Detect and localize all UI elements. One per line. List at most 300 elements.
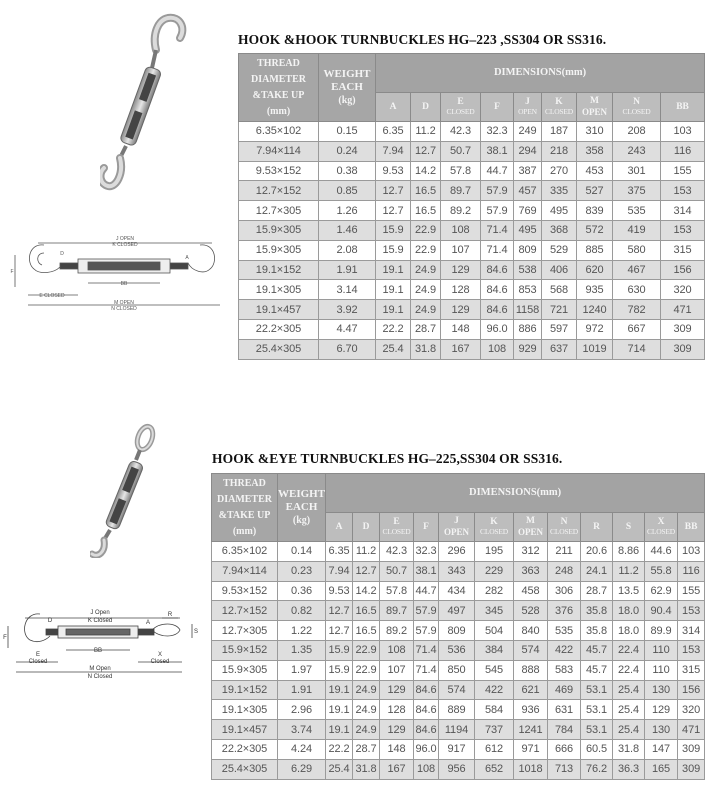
column-letter: N <box>560 517 568 528</box>
label-a: A <box>145 620 151 626</box>
dimension-cell: 422 <box>475 680 514 700</box>
column-header-n <box>548 513 581 542</box>
column-header-j <box>514 93 542 122</box>
dimension-cell: 89.2 <box>441 201 481 221</box>
weight-cell: 1.91 <box>319 260 376 280</box>
label-e: E <box>35 652 41 658</box>
dimension-cell: 28.7 <box>411 319 441 339</box>
dimension-cell: 155 <box>661 161 705 181</box>
dimension-cell: 528 <box>514 601 548 621</box>
weight-cell: 0.23 <box>278 561 326 581</box>
thread-size-cell: 19.1×305 <box>212 700 278 720</box>
dimension-cell: 84.6 <box>481 260 514 280</box>
label-j-open: J Open <box>90 610 110 616</box>
thread-size-cell: 15.9×305 <box>212 660 278 680</box>
dimension-cell: 545 <box>475 660 514 680</box>
column-qualifier: CLOSED <box>545 107 573 117</box>
dimension-cell: 809 <box>439 621 475 641</box>
dimension-cell: 631 <box>548 700 581 720</box>
thread-size-cell: 15.9×152 <box>212 640 278 660</box>
dimension-cell: 31.8 <box>613 739 645 759</box>
dimension-cell: 22.9 <box>411 240 441 260</box>
dimension-cell: 103 <box>661 122 705 142</box>
dimension-cell: 453 <box>577 161 613 181</box>
dimension-cell: 621 <box>514 680 548 700</box>
dimension-cell: 57.8 <box>441 161 481 181</box>
dimension-cell: 11.2 <box>613 561 645 581</box>
dimension-cell: 84.6 <box>414 700 439 720</box>
dimension-cell: 315 <box>661 240 705 260</box>
dimension-cell: 36.3 <box>613 759 645 779</box>
dimension-cell: 572 <box>577 220 613 240</box>
dimension-cell: 936 <box>514 700 548 720</box>
dimension-cell: 187 <box>542 122 577 142</box>
label-x-closed: Closed <box>150 659 170 665</box>
column-header-d <box>411 93 441 122</box>
column-header-m <box>577 93 613 122</box>
table-row <box>212 720 705 740</box>
dimension-cell: 839 <box>577 201 613 221</box>
dimension-cell: 310 <box>577 122 613 142</box>
label-f: F <box>3 635 7 641</box>
table-row <box>239 319 705 339</box>
dimension-cell: 12.7 <box>376 201 411 221</box>
header-line: EACH <box>331 81 363 93</box>
column-header-r <box>581 513 613 542</box>
column-header-bb <box>661 93 705 122</box>
dimension-cell: 16.5 <box>411 201 441 221</box>
label-m-open: M OPEN <box>114 300 134 306</box>
dimension-cell: 129 <box>380 720 414 740</box>
weight-cell: 1.97 <box>278 660 326 680</box>
table-row <box>212 700 705 720</box>
weight-cell: 1.26 <box>319 201 376 221</box>
dimension-cell: 471 <box>678 720 705 740</box>
dimension-cell: 583 <box>548 660 581 680</box>
dimension-cell: 211 <box>548 542 581 562</box>
dimension-cell: 84.6 <box>414 680 439 700</box>
weight-header <box>278 474 326 542</box>
dimension-cell: 529 <box>542 240 577 260</box>
label-r: R <box>167 612 173 618</box>
thread-size-cell: 12.7×152 <box>239 181 319 201</box>
label-m-open: M Open <box>89 666 111 672</box>
weight-cell: 0.14 <box>278 542 326 562</box>
dimension-cell: 306 <box>548 581 581 601</box>
dimension-cell: 129 <box>441 300 481 320</box>
dimension-cell: 850 <box>439 660 475 680</box>
dimension-cell: 71.4 <box>481 240 514 260</box>
dimension-cell: 343 <box>439 561 475 581</box>
dimension-cell: 314 <box>678 621 705 641</box>
dimension-cell: 22.4 <box>613 660 645 680</box>
dimension-cell: 12.7 <box>353 561 380 581</box>
weight-header <box>319 54 376 122</box>
dimension-cell: 597 <box>542 319 577 339</box>
dimension-cell: 11.2 <box>411 122 441 142</box>
dimension-cell: 434 <box>439 581 475 601</box>
dimension-cell: 19.1 <box>326 720 353 740</box>
dimension-cell: 71.4 <box>481 220 514 240</box>
dimension-cell: 57.8 <box>380 581 414 601</box>
hook-hook-dimension-drawing <box>0 225 235 320</box>
column-header-a <box>326 513 353 542</box>
weight-cell: 3.14 <box>319 280 376 300</box>
dimension-cell: 71.4 <box>414 660 439 680</box>
dimension-cell: 129 <box>380 680 414 700</box>
dimension-cell: 38.1 <box>414 561 439 581</box>
dimension-cell: 1158 <box>514 300 542 320</box>
weight-cell: 4.24 <box>278 739 326 759</box>
dimensions-header: DIMENSIONS(mm) <box>326 474 705 513</box>
dimension-cell: 637 <box>542 339 577 359</box>
thread-size-cell: 19.1×152 <box>212 680 278 700</box>
dimension-cell: 282 <box>475 581 514 601</box>
column-header-e <box>441 93 481 122</box>
hook-eye-table-title: HOOK &EYE TURNBUCKLES HG–225,SS304 OR SS316. <box>212 451 563 466</box>
dimension-cell: 208 <box>613 122 661 142</box>
dimension-cell: 314 <box>661 201 705 221</box>
weight-cell: 2.08 <box>319 240 376 260</box>
thread-size-cell: 25.4×305 <box>212 759 278 779</box>
dimension-cell: 24.9 <box>353 700 380 720</box>
dimension-cell: 53.1 <box>581 680 613 700</box>
dimension-cell: 301 <box>613 161 661 181</box>
dimension-cell: 84.6 <box>481 300 514 320</box>
dimension-cell: 935 <box>577 280 613 300</box>
dimension-cell: 620 <box>577 260 613 280</box>
table-row <box>212 640 705 660</box>
weight-cell: 6.70 <box>319 339 376 359</box>
dimension-cell: 14.2 <box>353 581 380 601</box>
header-line: DIAMETER <box>250 73 306 85</box>
table-row <box>212 680 705 700</box>
dimension-cell: 471 <box>661 300 705 320</box>
weight-cell: 3.92 <box>319 300 376 320</box>
dimension-cell: 1240 <box>577 300 613 320</box>
dimension-cell: 116 <box>678 561 705 581</box>
dimension-cell: 335 <box>542 181 577 201</box>
dimension-cell: 19.1 <box>376 260 411 280</box>
dimension-cell: 16.5 <box>353 601 380 621</box>
header-line: EACH <box>285 501 318 513</box>
thread-diameter-header <box>239 54 319 122</box>
dimension-cell: 248 <box>548 561 581 581</box>
table-row <box>239 141 705 161</box>
dimension-cell: 153 <box>678 640 705 660</box>
dimension-cell: 89.7 <box>380 601 414 621</box>
header-line: &TAKE UP <box>218 509 271 521</box>
dimension-cell: 652 <box>475 759 514 779</box>
weight-cell: 1.35 <box>278 640 326 660</box>
dimension-cell: 153 <box>661 181 705 201</box>
dimension-cell: 96.0 <box>481 319 514 339</box>
dimension-cell: 917 <box>439 739 475 759</box>
dimension-cell: 9.53 <box>326 581 353 601</box>
dimension-cell: 38.1 <box>481 141 514 161</box>
table-row <box>239 201 705 221</box>
dimension-cell: 108 <box>441 220 481 240</box>
column-qualifier: CLOSED <box>382 527 411 537</box>
dimension-cell: 853 <box>514 280 542 300</box>
dimension-cell: 31.8 <box>411 339 441 359</box>
dimension-cell: 612 <box>475 739 514 759</box>
weight-cell: 0.85 <box>319 181 376 201</box>
dimension-cell: 309 <box>678 739 705 759</box>
dimension-cell: 24.9 <box>353 720 380 740</box>
dimension-cell: 45.7 <box>581 660 613 680</box>
dimension-cell: 784 <box>548 720 581 740</box>
dimension-cell: 6.35 <box>376 122 411 142</box>
column-letter: F <box>423 521 429 532</box>
column-letter: M <box>590 96 599 107</box>
column-letter: BB <box>684 521 698 532</box>
label-d: D <box>60 251 64 257</box>
dimension-cell: 15.9 <box>326 660 353 680</box>
dimension-cell: 1019 <box>577 339 613 359</box>
top-hook-icon <box>155 18 183 50</box>
dimension-cell: 50.7 <box>441 141 481 161</box>
dimension-cell: 110 <box>645 640 678 660</box>
dimension-cell: 294 <box>514 141 542 161</box>
dimension-cell: 9.53 <box>376 161 411 181</box>
header-line: (kg) <box>338 95 356 106</box>
weight-cell: 1.22 <box>278 621 326 641</box>
dimension-cell: 11.2 <box>353 542 380 562</box>
bottom-hook-icon <box>101 158 122 186</box>
dimension-cell: 1018 <box>514 759 548 779</box>
dimension-cell: 28.7 <box>581 581 613 601</box>
column-header-f <box>481 93 514 122</box>
dimension-cell: 90.4 <box>645 601 678 621</box>
dimension-cell: 15.9 <box>376 220 411 240</box>
dimension-cell: 384 <box>475 640 514 660</box>
column-letter: BB <box>676 101 689 112</box>
dimension-cell: 667 <box>613 319 661 339</box>
dimension-cell: 108 <box>481 339 514 359</box>
table-row <box>239 300 705 320</box>
table-row <box>239 181 705 201</box>
dimension-cell: 107 <box>380 660 414 680</box>
table-row <box>212 601 705 621</box>
column-letter: K <box>490 517 498 528</box>
hook-hook-table-title: HOOK &HOOK TURNBUCKLES HG–223 ,SS304 OR SS316. <box>238 32 607 47</box>
dimension-cell: 71.4 <box>414 640 439 660</box>
dimension-cell: 584 <box>475 700 514 720</box>
thread-size-cell: 6.35×102 <box>212 542 278 562</box>
column-header-f <box>414 513 439 542</box>
dimension-cell: 495 <box>542 201 577 221</box>
dimension-cell: 368 <box>542 220 577 240</box>
column-qualifier: OPEN <box>518 107 537 117</box>
column-letter: N <box>633 97 640 108</box>
dimensions-header: DIMENSIONS(mm) <box>376 54 705 93</box>
hook-icon <box>92 540 104 555</box>
thread-size-cell: 9.53×152 <box>212 581 278 601</box>
dimension-cell: 25.4 <box>376 339 411 359</box>
table-row <box>239 122 705 142</box>
eye-icon <box>134 424 155 451</box>
dimension-cell: 840 <box>514 621 548 641</box>
dimension-cell: 315 <box>678 660 705 680</box>
column-header-k <box>475 513 514 542</box>
dimension-cell: 22.4 <box>613 640 645 660</box>
dimension-cell: 110 <box>645 660 678 680</box>
table-row <box>239 280 705 300</box>
dimension-cell: 536 <box>439 640 475 660</box>
dimension-cell: 130 <box>645 680 678 700</box>
dimension-cell: 25.4 <box>326 759 353 779</box>
dimension-cell: 375 <box>613 181 661 201</box>
dimension-cell: 309 <box>661 319 705 339</box>
label-bb: BB <box>93 648 103 654</box>
dimension-cell: 57.9 <box>414 621 439 641</box>
column-qualifier: CLOSED <box>647 527 675 537</box>
thread-size-cell: 12.7×305 <box>212 621 278 641</box>
column-letter: X <box>657 517 665 528</box>
column-letter: A <box>335 521 343 532</box>
thread-size-cell: 7.94×114 <box>239 141 319 161</box>
hook-eye-spec-table <box>211 473 705 780</box>
dimension-cell: 16.5 <box>353 621 380 641</box>
dimension-cell: 630 <box>613 280 661 300</box>
column-qualifier: CLOSED <box>446 107 475 117</box>
header-line: &TAKE UP <box>252 89 305 101</box>
dimension-cell: 714 <box>613 339 661 359</box>
table-row <box>212 581 705 601</box>
thread-size-cell: 19.1×457 <box>239 300 319 320</box>
dimension-cell: 129 <box>645 700 678 720</box>
thread-size-cell: 19.1×152 <box>239 260 319 280</box>
hook-eye-dimension-drawing <box>0 600 215 685</box>
table-row <box>239 161 705 181</box>
dimension-cell: 387 <box>514 161 542 181</box>
column-header-d <box>353 513 380 542</box>
thread-size-cell: 22.2×305 <box>239 319 319 339</box>
dimension-cell: 345 <box>475 601 514 621</box>
thread-size-cell: 19.1×305 <box>239 280 319 300</box>
header-line: (mm) <box>232 525 257 537</box>
column-qualifier: CLOSED <box>622 107 651 117</box>
dimension-cell: 24.1 <box>581 561 613 581</box>
column-letter: J <box>454 516 459 527</box>
table-row <box>212 759 705 779</box>
dimension-cell: 320 <box>678 700 705 720</box>
dimension-cell: 769 <box>514 201 542 221</box>
header-line: THREAD <box>223 477 266 489</box>
thread-size-cell: 25.4×305 <box>239 339 319 359</box>
dimension-cell: 89.2 <box>380 621 414 641</box>
header-line: WEIGHT <box>278 488 326 500</box>
dimension-cell: 467 <box>613 260 661 280</box>
label-n-closed: N CLOSED <box>111 306 137 312</box>
dimension-cell: 153 <box>678 601 705 621</box>
dimension-cell: 50.7 <box>380 561 414 581</box>
table-row <box>239 260 705 280</box>
table-row <box>212 621 705 641</box>
dimension-cell: 18.0 <box>613 601 645 621</box>
dimension-cell: 16.5 <box>411 181 441 201</box>
dimension-cell: 312 <box>514 542 548 562</box>
dimension-cell: 108 <box>380 640 414 660</box>
label-s: S <box>193 629 199 635</box>
dimension-cell: 42.3 <box>441 122 481 142</box>
dimension-cell: 22.9 <box>353 640 380 660</box>
weight-cell: 0.36 <box>278 581 326 601</box>
header-line: (kg) <box>292 515 311 526</box>
column-letter: K <box>555 97 563 108</box>
dimension-cell: 57.9 <box>481 181 514 201</box>
dimension-cell: 22.9 <box>411 220 441 240</box>
dimension-cell: 535 <box>613 201 661 221</box>
dimension-cell: 19.1 <box>326 680 353 700</box>
dimension-cell: 249 <box>514 122 542 142</box>
table-row <box>239 339 705 359</box>
dimension-cell: 376 <box>548 601 581 621</box>
dimension-cell: 130 <box>645 720 678 740</box>
dimension-cell: 419 <box>613 220 661 240</box>
column-header-m <box>514 513 548 542</box>
dimension-cell: 886 <box>514 319 542 339</box>
column-letter: A <box>389 101 397 112</box>
table-row <box>212 561 705 581</box>
dimension-cell: 296 <box>439 542 475 562</box>
dimension-cell: 89.9 <box>645 621 678 641</box>
dimension-cell: 35.8 <box>581 601 613 621</box>
dimension-cell: 103 <box>678 542 705 562</box>
dimension-cell: 153 <box>661 220 705 240</box>
dimension-cell: 12.7 <box>376 181 411 201</box>
header-row <box>212 474 705 513</box>
weight-cell: 2.96 <box>278 700 326 720</box>
dimension-cell: 218 <box>542 141 577 161</box>
dimension-cell: 889 <box>439 700 475 720</box>
dimension-cell: 8.86 <box>613 542 645 562</box>
dimension-cell: 270 <box>542 161 577 181</box>
dimension-cell: 309 <box>661 339 705 359</box>
header-row <box>239 54 705 93</box>
dimension-cell: 956 <box>439 759 475 779</box>
column-qualifier: OPEN <box>443 527 469 538</box>
label-d: D <box>47 618 53 624</box>
header-line: THREAD <box>257 57 300 69</box>
label-k-closed: K Closed <box>87 618 113 624</box>
dimension-cell: 12.7 <box>326 621 353 641</box>
dimension-cell: 885 <box>577 240 613 260</box>
dimension-cell: 147 <box>645 739 678 759</box>
dimension-cell: 19.1 <box>376 300 411 320</box>
label-a: A <box>185 255 189 261</box>
dimension-cell: 568 <box>542 280 577 300</box>
dimension-cell: 57.9 <box>414 601 439 621</box>
dimension-cell: 666 <box>548 739 581 759</box>
weight-cell: 1.91 <box>278 680 326 700</box>
dimension-cell: 129 <box>441 260 481 280</box>
dimension-cell: 62.9 <box>645 581 678 601</box>
thread-size-cell: 12.7×152 <box>212 601 278 621</box>
dimension-cell: 243 <box>613 141 661 161</box>
dimension-cell: 107 <box>441 240 481 260</box>
column-letter: S <box>625 521 632 532</box>
dimension-cell: 6.35 <box>326 542 353 562</box>
hook-eye-turnbuckle-photo <box>90 418 185 558</box>
dimension-cell: 116 <box>661 141 705 161</box>
column-qualifier: CLOSED <box>480 527 508 537</box>
dimension-cell: 972 <box>577 319 613 339</box>
dimension-cell: 24.9 <box>411 260 441 280</box>
dimension-cell: 888 <box>514 660 548 680</box>
column-header-n <box>613 93 661 122</box>
